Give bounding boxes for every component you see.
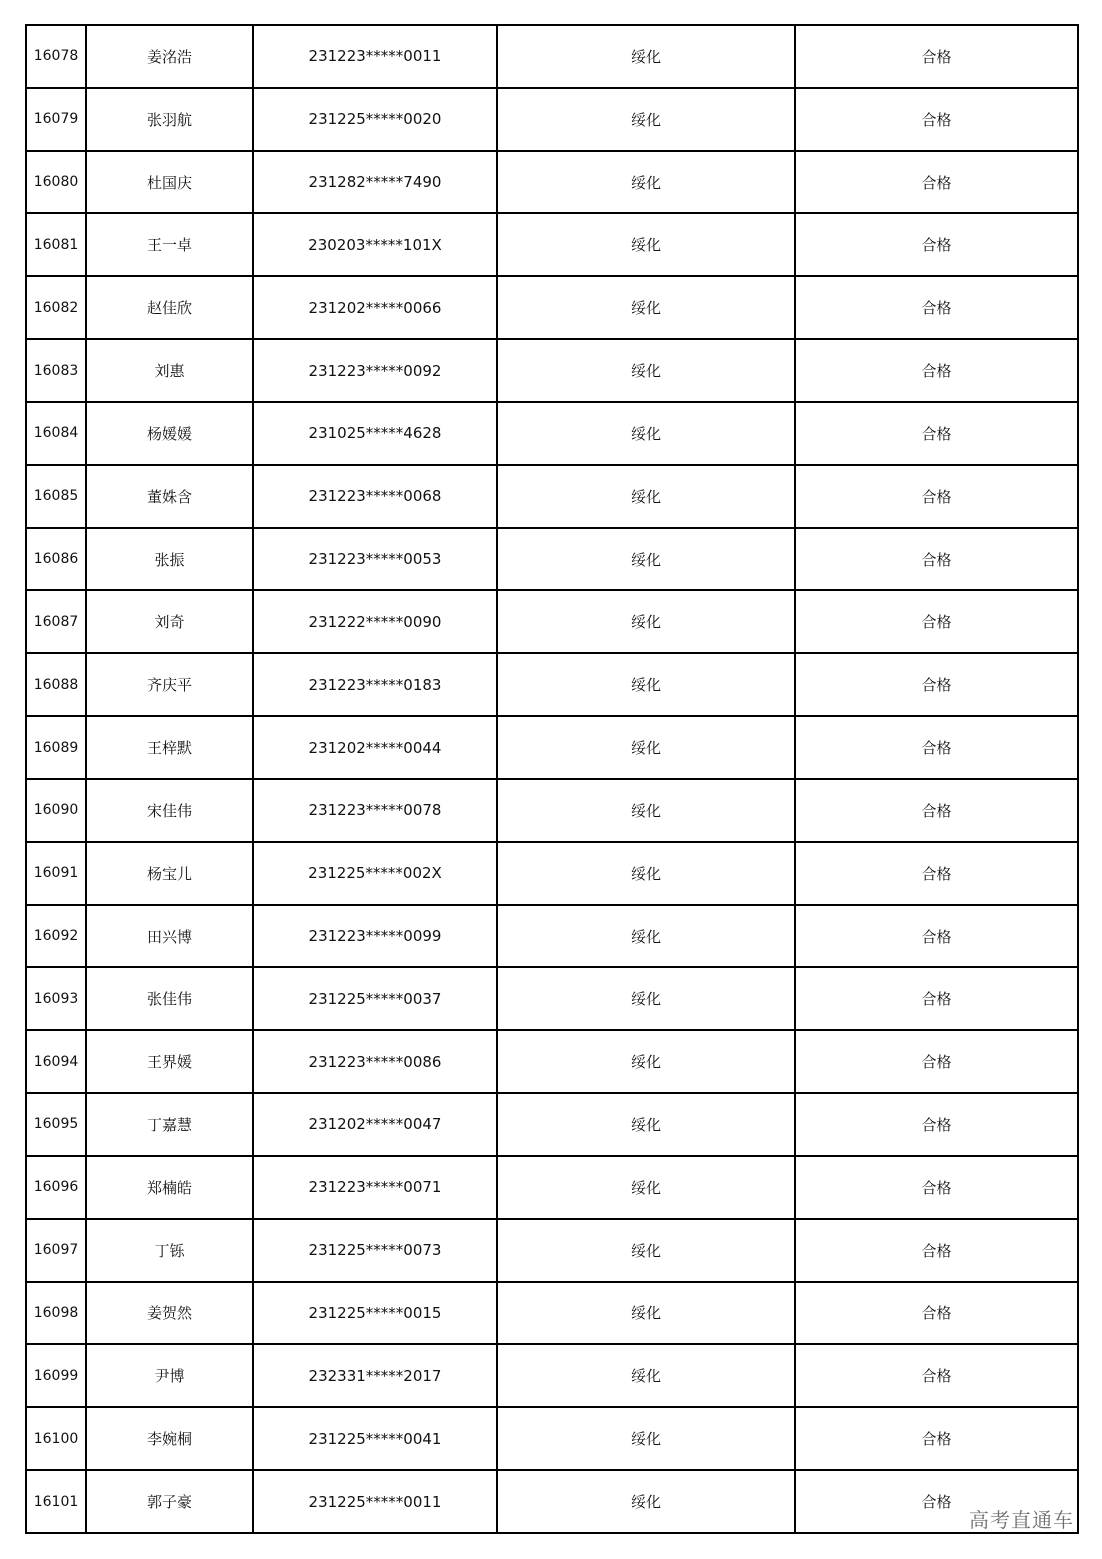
id-number-cell: 231223*****0086: [253, 1030, 497, 1093]
table-row: [26, 25, 1078, 88]
region-cell: 绥化: [497, 465, 795, 528]
result-cell: 合格: [795, 905, 1078, 968]
result-cell: 合格: [795, 967, 1078, 1030]
name-cell: 刘奇: [86, 590, 253, 653]
result-cell: 合格: [795, 1093, 1078, 1156]
region-cell: 绥化: [497, 1030, 795, 1093]
name-cell: 张佳伟: [86, 967, 253, 1030]
name-cell: 王梓默: [86, 716, 253, 779]
serial-number-cell: 16086: [26, 528, 86, 591]
result-cell: 合格: [795, 1470, 1078, 1533]
name-cell: 宋佳伟: [86, 779, 253, 842]
id-number-cell: 231202*****0066: [253, 276, 497, 339]
result-cell: 合格: [795, 716, 1078, 779]
name-cell: 田兴博: [86, 905, 253, 968]
result-cell: 合格: [795, 1407, 1078, 1470]
serial-number-cell: 16098: [26, 1282, 86, 1345]
id-number-cell: 231202*****0047: [253, 1093, 497, 1156]
serial-number-cell: 16078: [26, 25, 86, 88]
region-cell: 绥化: [497, 1093, 795, 1156]
name-cell: 姜贺然: [86, 1282, 253, 1345]
result-cell: 合格: [795, 88, 1078, 151]
id-number-cell: 231225*****0011: [253, 1470, 497, 1533]
serial-number-cell: 16087: [26, 590, 86, 653]
name-cell: 李婉桐: [86, 1407, 253, 1470]
region-cell: 绥化: [497, 1156, 795, 1219]
serial-number-cell: 16100: [26, 1407, 86, 1470]
region-cell: 绥化: [497, 1470, 795, 1533]
serial-number-cell: 16081: [26, 213, 86, 276]
id-number-cell: 232331*****2017: [253, 1344, 497, 1407]
result-cell: 合格: [795, 213, 1078, 276]
id-number-cell: 231225*****0041: [253, 1407, 497, 1470]
name-cell: 尹博: [86, 1344, 253, 1407]
region-cell: 绥化: [497, 88, 795, 151]
id-number-cell: 231223*****0183: [253, 653, 497, 716]
name-cell: 齐庆平: [86, 653, 253, 716]
name-cell: 郭子豪: [86, 1470, 253, 1533]
name-cell: 赵佳欣: [86, 276, 253, 339]
serial-number-cell: 16097: [26, 1219, 86, 1282]
id-number-cell: 231223*****0068: [253, 465, 497, 528]
table-row: [26, 402, 1078, 465]
result-cell: 合格: [795, 465, 1078, 528]
serial-number-cell: 16084: [26, 402, 86, 465]
region-cell: 绥化: [497, 276, 795, 339]
id-number-cell: 231225*****0037: [253, 967, 497, 1030]
result-cell: 合格: [795, 779, 1078, 842]
name-cell: 姜洺浩: [86, 25, 253, 88]
name-cell: 董姝含: [86, 465, 253, 528]
result-cell: 合格: [795, 151, 1078, 214]
serial-number-cell: 16082: [26, 276, 86, 339]
name-cell: 张羽航: [86, 88, 253, 151]
serial-number-cell: 16089: [26, 716, 86, 779]
id-number-cell: 231225*****0020: [253, 88, 497, 151]
name-cell: 杨宝儿: [86, 842, 253, 905]
serial-number-cell: 16095: [26, 1093, 86, 1156]
id-number-cell: 231223*****0011: [253, 25, 497, 88]
result-cell: 合格: [795, 1282, 1078, 1345]
table-row: [26, 1344, 1078, 1407]
table-row: [26, 1407, 1078, 1470]
result-cell: 合格: [795, 25, 1078, 88]
name-cell: 王界媛: [86, 1030, 253, 1093]
region-cell: 绥化: [497, 779, 795, 842]
name-cell: 丁嘉慧: [86, 1093, 253, 1156]
name-cell: 刘惠: [86, 339, 253, 402]
table-row: [26, 590, 1078, 653]
id-number-cell: 231223*****0099: [253, 905, 497, 968]
serial-number-cell: 16093: [26, 967, 86, 1030]
region-cell: 绥化: [497, 842, 795, 905]
table-row: [26, 276, 1078, 339]
table-row: [26, 653, 1078, 716]
serial-number-cell: 16088: [26, 653, 86, 716]
id-number-cell: 231225*****0015: [253, 1282, 497, 1345]
result-cell: 合格: [795, 276, 1078, 339]
id-number-cell: 231222*****0090: [253, 590, 497, 653]
name-cell: 杜国庆: [86, 151, 253, 214]
table-row: [26, 88, 1078, 151]
serial-number-cell: 16085: [26, 465, 86, 528]
region-cell: 绥化: [497, 1344, 795, 1407]
table-row: [26, 1219, 1078, 1282]
region-cell: 绥化: [497, 339, 795, 402]
serial-number-cell: 16083: [26, 339, 86, 402]
result-cell: 合格: [795, 590, 1078, 653]
region-cell: 绥化: [497, 151, 795, 214]
table-row: [26, 1030, 1078, 1093]
id-number-cell: 231225*****002X: [253, 842, 497, 905]
watermark-text: 高考直通车: [969, 1508, 1074, 1532]
region-cell: 绥化: [497, 716, 795, 779]
table-row: [26, 905, 1078, 968]
id-number-cell: 231025*****4628: [253, 402, 497, 465]
name-cell: 王一卓: [86, 213, 253, 276]
table-row: [26, 1470, 1078, 1533]
result-cell: 合格: [795, 1156, 1078, 1219]
id-number-cell: 231223*****0092: [253, 339, 497, 402]
serial-number-cell: 16091: [26, 842, 86, 905]
name-cell: 张振: [86, 528, 253, 591]
table-row: [26, 779, 1078, 842]
table-row: [26, 528, 1078, 591]
id-number-cell: 231223*****0071: [253, 1156, 497, 1219]
table-row: [26, 716, 1078, 779]
table-row: [26, 1156, 1078, 1219]
result-cell: 合格: [795, 1219, 1078, 1282]
name-cell: 杨媛媛: [86, 402, 253, 465]
table-row: [26, 151, 1078, 214]
table-row: [26, 967, 1078, 1030]
region-cell: 绥化: [497, 590, 795, 653]
result-cell: 合格: [795, 528, 1078, 591]
serial-number-cell: 16101: [26, 1470, 86, 1533]
result-cell: 合格: [795, 842, 1078, 905]
region-cell: 绥化: [497, 905, 795, 968]
table-row: [26, 1282, 1078, 1345]
serial-number-cell: 16094: [26, 1030, 86, 1093]
result-cell: 合格: [795, 1030, 1078, 1093]
region-cell: 绥化: [497, 402, 795, 465]
region-cell: 绥化: [497, 213, 795, 276]
table-row: [26, 1093, 1078, 1156]
id-number-cell: 231282*****7490: [253, 151, 497, 214]
id-number-cell: 231223*****0078: [253, 779, 497, 842]
serial-number-cell: 16092: [26, 905, 86, 968]
result-cell: 合格: [795, 1344, 1078, 1407]
serial-number-cell: 16079: [26, 88, 86, 151]
id-number-cell: 231225*****0073: [253, 1219, 497, 1282]
serial-number-cell: 16096: [26, 1156, 86, 1219]
region-cell: 绥化: [497, 1282, 795, 1345]
table-body: [26, 25, 1078, 1533]
id-number-cell: 230203*****101X: [253, 213, 497, 276]
table-row: [26, 213, 1078, 276]
name-cell: 郑楠皓: [86, 1156, 253, 1219]
result-cell: 合格: [795, 653, 1078, 716]
id-number-cell: 231223*****0053: [253, 528, 497, 591]
results-table: [25, 24, 1079, 1534]
table-row: [26, 842, 1078, 905]
region-cell: 绥化: [497, 967, 795, 1030]
name-cell: 丁铄: [86, 1219, 253, 1282]
table-row: [26, 465, 1078, 528]
result-cell: 合格: [795, 402, 1078, 465]
serial-number-cell: 16080: [26, 151, 86, 214]
region-cell: 绥化: [497, 1219, 795, 1282]
serial-number-cell: 16090: [26, 779, 86, 842]
region-cell: 绥化: [497, 1407, 795, 1470]
table-row: [26, 339, 1078, 402]
serial-number-cell: 16099: [26, 1344, 86, 1407]
region-cell: 绥化: [497, 528, 795, 591]
result-cell: 合格: [795, 339, 1078, 402]
region-cell: 绥化: [497, 653, 795, 716]
region-cell: 绥化: [497, 25, 795, 88]
id-number-cell: 231202*****0044: [253, 716, 497, 779]
